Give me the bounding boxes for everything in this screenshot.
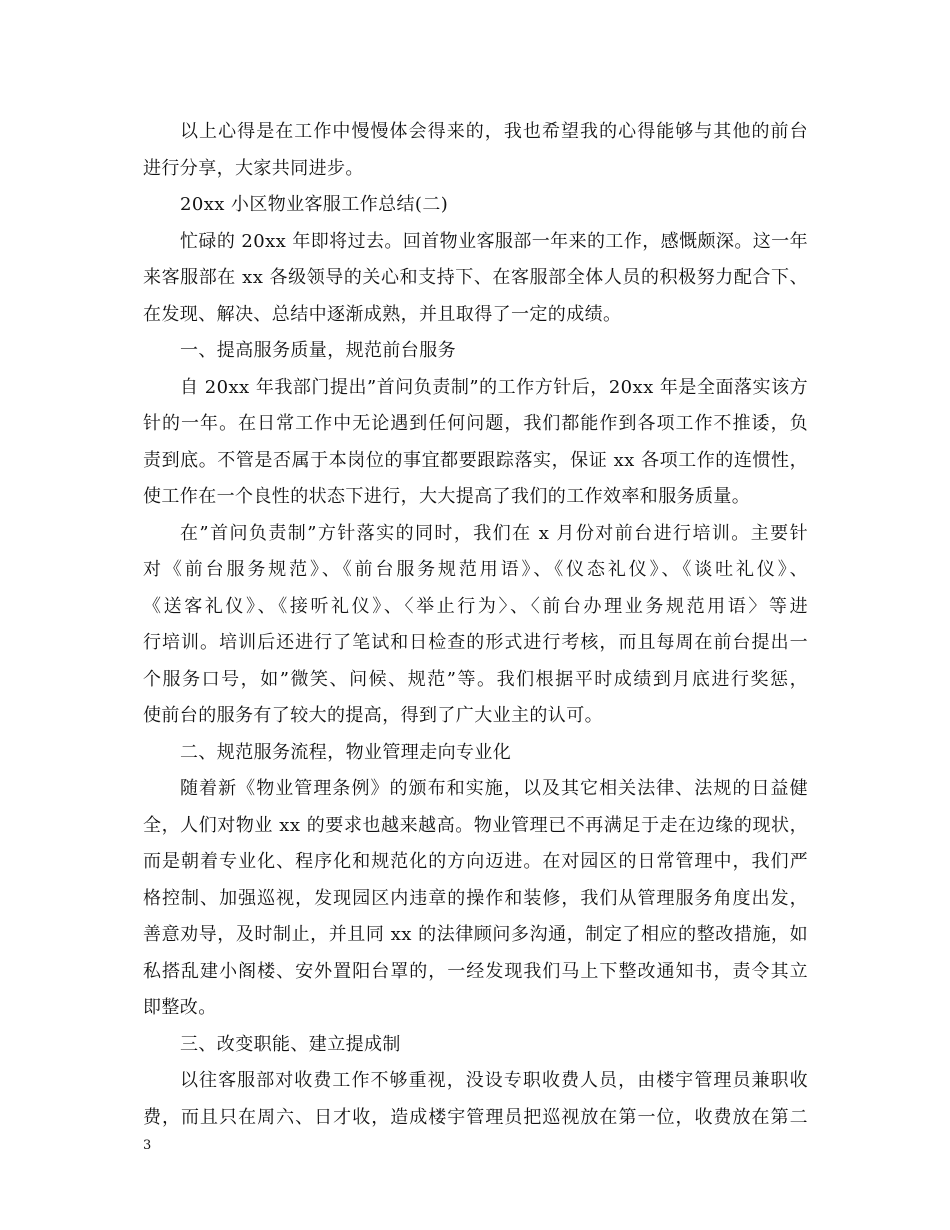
paragraph-line: 在发现、解决、总结中逐渐成熟，并且取得了一定的成绩。 [143,303,622,325]
paragraph-line: 私搭乱建小阁楼、安外置阳台罩的，一经发现我们马上下整改通知书，责令其立 [143,960,808,982]
paragraph-line: 个服务口号，如”微笑、问候、规范”等。我们根据平时成绩到月底进行奖惩， [143,668,808,690]
page-number: 3 [143,1138,152,1153]
paragraph-line: 随着新《物业管理条例》的颁布和实施，以及其它相关法律、法规的日益健 [180,778,808,799]
section-heading: 三、改变职能、建立提成制 [180,1033,401,1055]
paragraph-line: 针的一年。在日常工作中无论遇到任何问题，我们都能作到各项工作不推诿，负 [143,413,808,434]
paragraph-line: 自 20xx 年我部门提出”首问负责制”的工作方针后，20xx 年是全面落实该方 [180,376,808,398]
paragraph-line: 使前台的服务有了较大的提高，得到了广大业主的认可。 [143,705,603,726]
paragraph-line: 行培训。培训后还进行了笔试和日检查的形式进行考核，而且每周在前台提出一 [143,632,808,653]
paragraph-line: 进行分享，大家共同进步。 [143,157,364,179]
paragraph-line: 善意劝导，及时制止，并且同 xx 的法律顾问多沟通，制定了相应的整改措施，如 [143,924,808,945]
document-body [143,114,808,1136]
paragraph-line: 格控制、加强巡视，发现园区内违章的操作和装修，我们从管理服务角度出发， [143,887,808,909]
paragraph-line: 来客服部在 xx 各级领导的关心和支持下、在客服部全体人员的积极努力配合下、 [143,267,808,288]
paragraph-line: 责到底。不管是否属于本岗位的事宜都要跟踪落实，保证 xx 各项工作的连惯性， [143,449,808,471]
paragraph-line: 全，人们对物业 xx 的要求也越来越高。物业管理已不再满足于走在边缘的现状， [143,814,808,836]
paragraph-line: 费，而且只在周六、日才收，造成楼宇管理员把巡视放在第一位，收费放在第二 [143,1106,808,1128]
section-heading: 二、规范服务流程，物业管理走向专业化 [180,741,512,763]
paragraph-line: 使工作在一个良性的状态下进行，大大提高了我们的工作效率和服务质量。 [143,486,751,507]
paragraph-line: 对《前台服务规范》、《前台服务规范用语》、《仪态礼仪》、《谈吐礼仪》、 [143,559,808,580]
paragraph-line: 《送客礼仪》、《接听礼仪》、〈举止行为〉、〈前台办理业务规范用语〉等进 [143,595,808,617]
section-heading: 一、提高服务质量，规范前台服务 [180,340,456,361]
paragraph-line: 即整改。 [143,997,217,1018]
paragraph-line: 在”首问负责制”方针落实的同时，我们在 x 月份对前台进行培训。主要针 [180,522,808,544]
paragraph-line: 而是朝着专业化、程序化和规范化的方向迈进。在对园区的日常管理中，我们严 [143,851,808,872]
paragraph-line: 以往客服部对收费工作不够重视，没设专职收费人员，由楼宇管理员兼职收 [180,1070,808,1091]
section-heading: 20xx 小区物业客服工作总结(二) [180,194,449,215]
paragraph-line: 忙碌的 20xx 年即将过去。回首物业客服部一年来的工作，感慨颇深。这一年 [180,230,808,252]
paragraph-line: 以上心得是在工作中慢慢体会得来的，我也希望我的心得能够与其他的前台 [180,121,808,142]
